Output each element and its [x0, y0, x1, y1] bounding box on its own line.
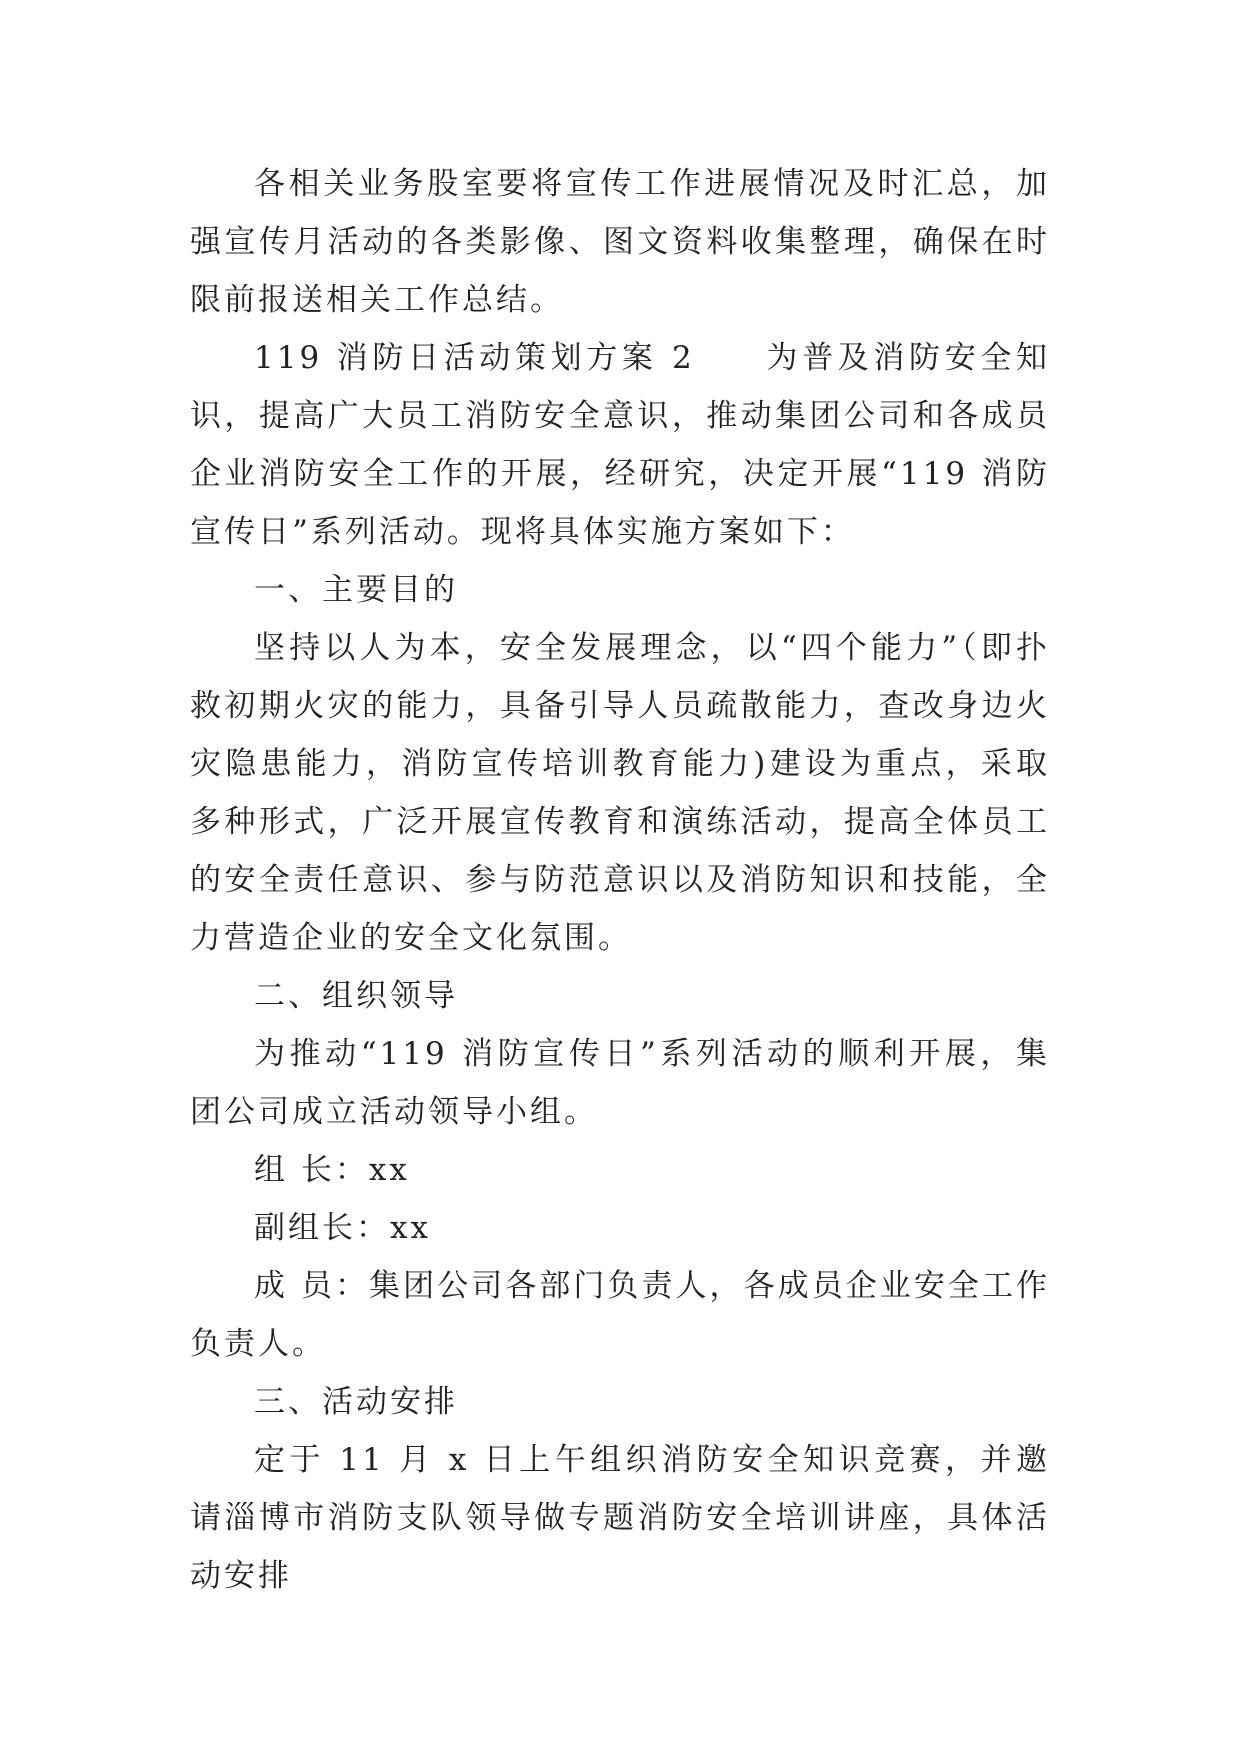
paragraph-plan-intro [190, 329, 1050, 561]
heading-main-purpose: 一、主要目的 [254, 572, 458, 608]
paragraph-organization: 为推动“119 消防宣传日”系列活动的顺利开展，集团公司成立活动领导小组。 [190, 1036, 1050, 1130]
document-body [190, 155, 1050, 1605]
paragraph-deputy-leader: 副组长：xx [254, 1210, 431, 1246]
paragraph-main-purpose: 坚持以人为本，安全发展理念，以“四个能力”（即扑救初期火灾的能力，具备引导人员疏散能力，查改身边火灾隐患能力，消防宣传培训教育能力)建设为重点，采取多种形式，广泛开展宣传教育和演练活动，提高全体员工的安全责任意识、参与防范意识以及消防知识和技能，全力营造企业的安全文化氛围。 [190, 630, 1050, 956]
paragraph-group-leader: 组 长：xx [254, 1152, 410, 1188]
paragraph-members: 成 员：集团公司各部门负责人，各成员企业安全工作负责人。 [190, 1268, 1050, 1362]
paragraph-summary-report: 各相关业务股室要将宣传工作进展情况及时汇总，加强宣传月活动的各类影像、图文资料收集整理，确保在时限前报送相关工作总结。 [190, 166, 1050, 318]
plan-intro-text: 为普及消防安全知识，提高广大员工消防安全意识，推动集团公司和各成员企业消防安全工作的开展，经研究，决定开展“119 消防宣传日”系列活动。现将具体实施方案如下： [190, 340, 1050, 550]
plan-title: 119 消防日活动策划方案 2 [254, 340, 695, 376]
heading-organization: 二、组织领导 [254, 978, 458, 1014]
paragraph-activity-arrangement: 定于 11 月 x 日上午组织消防安全知识竞赛，并邀请淄博市消防支队领导做专题消防安全培训讲座，具体活动安排 [190, 1442, 1050, 1594]
heading-activity-arrangement: 三、活动安排 [254, 1384, 458, 1420]
